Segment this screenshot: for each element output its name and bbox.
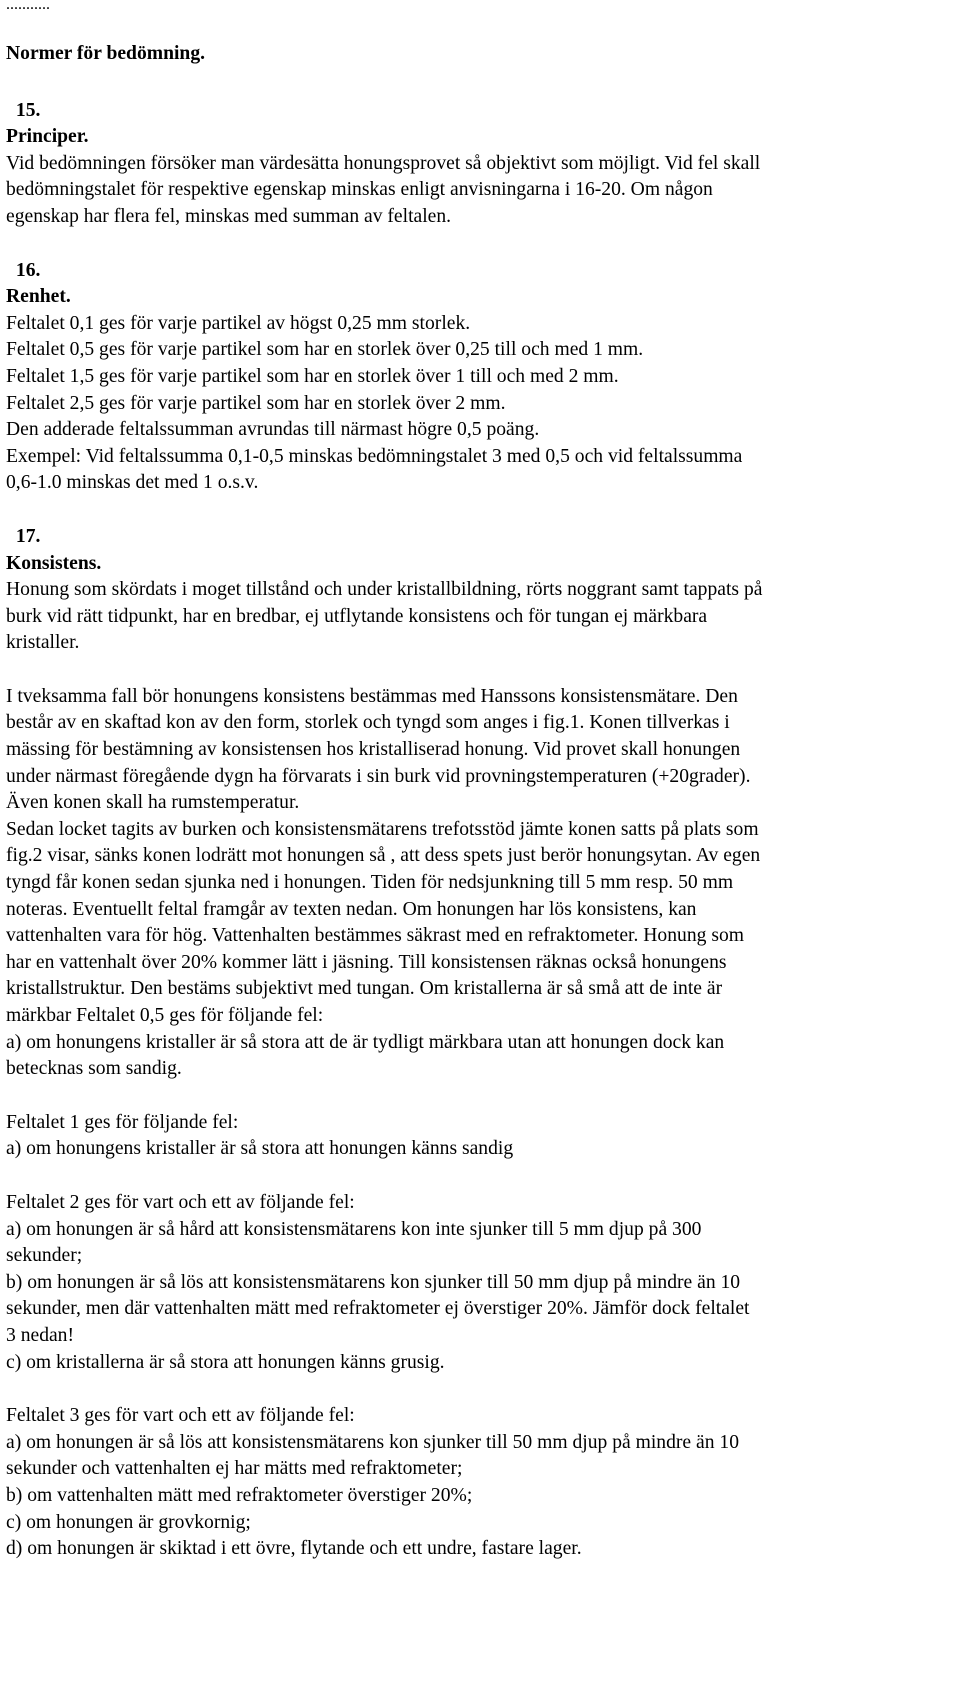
- section-sign-icon: [6, 526, 11, 547]
- text-line: a) om honungens kristaller är så stora att honungen känns sandig: [6, 1138, 514, 1160]
- paragraph: [6, 151, 954, 231]
- text-line: Den adderade feltalssumman avrundas till närmast högre 0,5 poäng.: [6, 419, 540, 441]
- text-line: a) om honungen är så lös att konsistensmätarens kon sjunker till 50 mm djup på mindre än 10: [6, 1431, 740, 1453]
- text-line: fig.2 visar, sänks konen lodrätt mot honungen så , att dess spets just berör honungsytan. Av egen: [6, 845, 761, 867]
- section-number-text: 16.: [15, 259, 41, 281]
- text-line: noteras. Eventuellt feltal framgår av texten nedan. Om honungen har lös konsistens, kan: [6, 898, 697, 920]
- section-sign-icon: [6, 260, 11, 281]
- text-line: burk vid rätt tidpunkt, har en bredbar, ej utflytande konsistens och för tungan ej märkbara: [6, 605, 708, 627]
- section-heading: Renhet.: [6, 286, 71, 308]
- text-line: sekunder;: [6, 1245, 83, 1267]
- paragraph: [6, 311, 954, 497]
- paragraph: [6, 1403, 954, 1563]
- text-line: Feltalet 2 ges för vart och ett av följande fel:: [6, 1191, 355, 1213]
- section-heading: Konsistens.: [6, 552, 102, 574]
- sections-container: [6, 98, 954, 1563]
- text-line: Även konen skall ha rumstemperatur.: [6, 792, 300, 814]
- paragraph: [6, 577, 954, 657]
- text-line: 3 nedan!: [6, 1324, 75, 1346]
- paragraph: [6, 1190, 954, 1376]
- section-heading: Principer.: [6, 126, 89, 148]
- text-line: har en vattenhalt över 20% kommer lätt i jäsning. Till konsistensen räknas också honungens: [6, 951, 727, 973]
- text-line: Feltalet 1,5 ges för varje partikel som har en storlek över 1 till och med 2 mm.: [6, 365, 619, 387]
- section-sign-icon: [6, 100, 11, 121]
- text-line: vattenhalten vara för hög. Vattenhalten bestämmes säkrast med en refraktometer. Honung som: [6, 925, 744, 947]
- text-line: c) om honungen är grovkornig;: [6, 1511, 251, 1533]
- text-line: a) om honungens kristaller är så stora att de är tydligt märkbara utan att honungen dock kan: [6, 1031, 725, 1053]
- text-line: märkbar Feltalet 0,5 ges för följande fel:: [6, 1005, 324, 1026]
- text-line: d) om honungen är skiktad i ett övre, flytande och ett undre, fastare lager.: [6, 1538, 582, 1560]
- text-line: b) om honungen är så lös att konsistensmätarens kon sjunker till 50 mm djup på mindre än 10: [6, 1271, 741, 1293]
- section-number: [6, 98, 954, 125]
- section-16: [6, 258, 954, 497]
- paragraph: [6, 1110, 954, 1163]
- text-line: Vid bedömningen försöker man värdesätta honungsprovet så objektivt som möjligt. Vid fel skall: [6, 152, 761, 174]
- text-line: 0,6-1.0 minskas det med 1 o.s.v.: [6, 472, 259, 494]
- section-15: [6, 98, 954, 231]
- text-line: betecknas som sandig.: [6, 1058, 182, 1080]
- text-line: kristaller.: [6, 632, 80, 654]
- text-line: egenskap har flera fel, minskas med summan av feltalen.: [6, 205, 452, 227]
- text-line: Feltalet 2,5 ges för varje partikel som har en storlek över 2 mm.: [6, 392, 506, 414]
- text-line: tyngd får konen sedan sjunka ned i honungen. Tiden för nedsjunkning till 5 mm resp. 50 mm: [6, 872, 734, 894]
- text-line: I tveksamma fall bör honungens konsistens bestämmas med Hanssons konsistensmätare. Den: [6, 685, 738, 707]
- document-page: [6, 0, 954, 1563]
- text-line: kristallstruktur. Den bestäms subjektivt med tungan. Om kristallerna är så små att de inte är: [6, 978, 723, 1000]
- text-line: a) om honungen är så hård att konsistensmätarens kon inte sjunker till 5 mm djup på 300: [6, 1218, 702, 1240]
- paragraph: [6, 684, 954, 1083]
- top-marker: ...........: [6, 0, 50, 13]
- section-number-text: 17.: [15, 525, 41, 547]
- section-17: [6, 524, 954, 1563]
- section-number: [6, 524, 954, 551]
- document-title: Normer för bedömning.: [6, 43, 206, 64]
- section-number-text: 15.: [15, 99, 41, 121]
- text-line: c) om kristallerna är så stora att honungen känns grusig.: [6, 1351, 445, 1373]
- text-line: mässing för bestämning av konsistensen hos kristalliserad honung. Vid provet skall honungen: [6, 739, 741, 761]
- text-line: Honung som skördats i moget tillstånd och under kristallbildning, rörts noggrant samt tappats på: [6, 579, 763, 601]
- text-line: består av en skaftad kon av den form, storlek och tyngd som anges i fig.1. Konen tillverkas i: [6, 712, 730, 734]
- text-line: Feltalet 0,5 ges för varje partikel som har en storlek över 0,25 till och med 1 mm.: [6, 339, 644, 361]
- text-line: Feltalet 1 ges för följande fel:: [6, 1111, 239, 1133]
- text-line: under närmast föregående dygn ha förvarats i sin burk vid provningstemperaturen (+20grader).: [6, 765, 751, 787]
- text-line: Sedan locket tagits av burken och konsistensmätarens trefotsstöd jämte konen satts på plats som: [6, 818, 759, 840]
- text-line: b) om vattenhalten mätt med refraktometer överstiger 20%;: [6, 1484, 473, 1506]
- text-line: bedömningstalet för respektive egenskap minskas enligt anvisningarna i 16-20. Om någon: [6, 179, 713, 201]
- section-number: [6, 258, 954, 285]
- text-line: sekunder, men där vattenhalten mätt med refraktometer ej överstiger 20%. Jämför dock feltalet: [6, 1298, 750, 1320]
- text-line: sekunder och vattenhalten ej har mätts med refraktometer;: [6, 1458, 463, 1480]
- text-line: Feltalet 3 ges för vart och ett av följande fel:: [6, 1405, 355, 1427]
- text-line: Feltalet 0,1 ges för varje partikel av högst 0,25 mm storlek.: [6, 312, 471, 334]
- text-line: Exempel: Vid feltalssumma 0,1-0,5 minskas bedömningstalet 3 med 0,5 och vid feltalssumma: [6, 445, 743, 467]
